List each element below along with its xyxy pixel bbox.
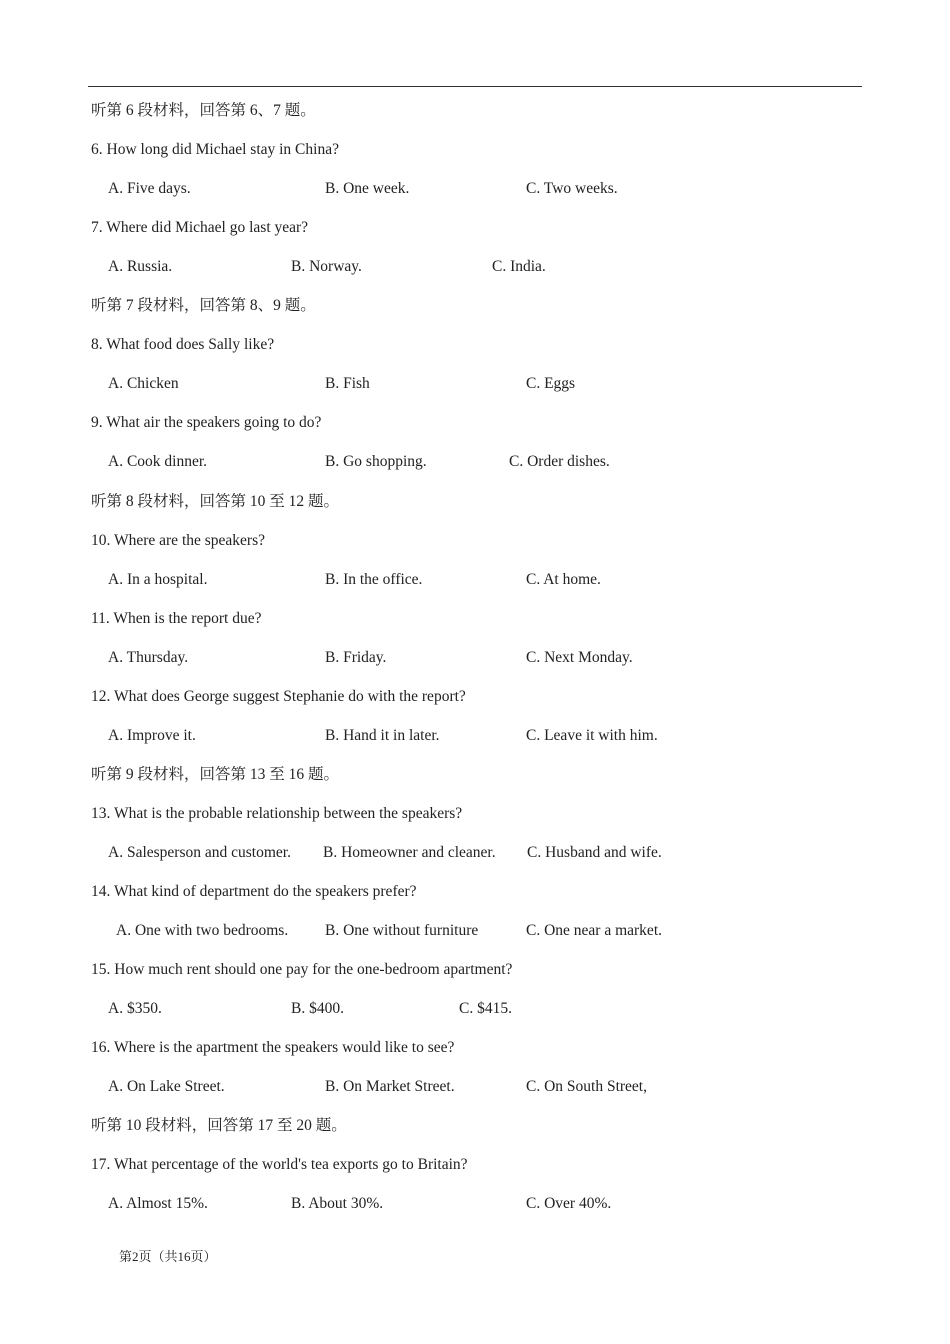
question-text: 13. What is the probable relationship between the speakers? xyxy=(91,805,463,822)
question-text: 11. When is the report due? xyxy=(91,610,262,627)
answer-option-b: B. One without furniture xyxy=(325,922,479,939)
answer-option-c: C. Leave it with him. xyxy=(526,727,658,744)
answer-option-a: A. One with two bedrooms. xyxy=(116,922,289,939)
answer-option-a: A. Improve it. xyxy=(108,727,196,744)
question-text: 6. How long did Michael stay in China? xyxy=(91,141,339,158)
question-text: 7. Where did Michael go last year? xyxy=(91,219,309,236)
answer-option-b: B. Go shopping. xyxy=(325,453,427,470)
answer-option-a: A. Salesperson and customer. xyxy=(108,844,291,861)
answer-option-c: C. Husband and wife. xyxy=(527,844,662,861)
answer-option-a: A. In a hospital. xyxy=(108,571,208,588)
section-instruction: 听第 8 段材料，回答第 10 至 12 题。 xyxy=(91,493,340,510)
answer-option-c: C. Two weeks. xyxy=(526,180,618,197)
answer-option-b: B. One week. xyxy=(325,180,410,197)
answer-option-c: C. $415. xyxy=(459,1000,512,1017)
answer-option-b: B. $400. xyxy=(291,1000,344,1017)
answer-option-a: A. Russia. xyxy=(108,258,173,275)
answer-option-b: B. Friday. xyxy=(325,649,387,666)
answer-option-a: A. Five days. xyxy=(108,180,191,197)
section-instruction: 听第 7 段材料，回答第 8、9 题。 xyxy=(91,297,316,314)
answer-option-c: C. India. xyxy=(492,258,546,275)
section-instruction: 听第 10 段材料，回答第 17 至 20 题。 xyxy=(91,1117,347,1134)
answer-option-a: A. Thursday. xyxy=(108,649,189,666)
answer-option-a: A. On Lake Street. xyxy=(108,1078,225,1095)
answer-option-a: A. Cook dinner. xyxy=(108,453,208,470)
answer-option-c: C. Eggs xyxy=(526,375,576,392)
answer-option-b: B. About 30%. xyxy=(291,1195,384,1212)
answer-option-c: C. On South Street, xyxy=(526,1078,647,1095)
answer-option-a: A. Chicken xyxy=(108,375,179,392)
answer-option-c: C. At home. xyxy=(526,571,601,588)
question-text: 17. What percentage of the world's tea exports go to Britain? xyxy=(91,1156,468,1173)
answer-option-a: A. Almost 15%. xyxy=(108,1195,208,1212)
answer-option-c: C. One near a market. xyxy=(526,922,662,939)
question-text: 9. What air the speakers going to do? xyxy=(91,414,322,431)
answer-option-c: C. Next Monday. xyxy=(526,649,633,666)
section-instruction: 听第 9 段材料，回答第 13 至 16 题。 xyxy=(91,766,340,783)
question-text: 8. What food does Sally like? xyxy=(91,336,275,353)
page-footer: 第2页（共16页） xyxy=(119,1249,217,1264)
answer-option-b: B. On Market Street. xyxy=(325,1078,455,1095)
question-text: 15. How much rent should one pay for the one-bedroom apartment? xyxy=(91,961,513,978)
answer-option-b: B. Norway. xyxy=(291,258,362,275)
question-text: 16. Where is the apartment the speakers would like to see? xyxy=(91,1039,455,1056)
answer-option-b: B. In the office. xyxy=(325,571,423,588)
answer-option-b: B. Hand it in later. xyxy=(325,727,440,744)
header-rule xyxy=(88,86,862,87)
section-instruction: 听第 6 段材料，回答第 6、7 题。 xyxy=(91,102,316,119)
question-text: 10. Where are the speakers? xyxy=(91,532,265,549)
answer-option-c: C. Order dishes. xyxy=(509,453,610,470)
answer-option-b: B. Fish xyxy=(325,375,370,392)
answer-option-b: B. Homeowner and cleaner. xyxy=(323,844,496,861)
answer-option-c: C. Over 40%. xyxy=(526,1195,612,1212)
answer-option-a: A. $350. xyxy=(108,1000,162,1017)
question-text: 12. What does George suggest Stephanie do with the report? xyxy=(91,688,466,705)
question-text: 14. What kind of department do the speakers prefer? xyxy=(91,883,417,900)
